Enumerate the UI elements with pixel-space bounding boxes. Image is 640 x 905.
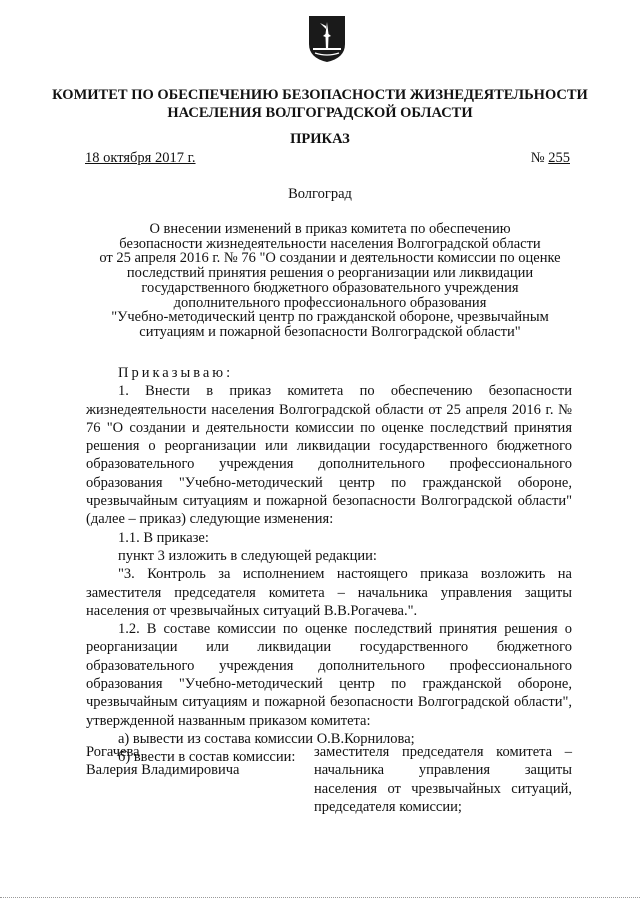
paragraph-1-2: 1.2. В составе комиссии по оценке последствий принятия решения о реорганизации или ликвидации государственного бюджетного образовательного учреждения дополнительного профессионального образования "Учебно-методический центр по гражданской обороне, чрезвычайным ситуациям и пожарной безопасности Волгоградской области", утвержденной названным приказом комитета: <box>86 621 572 729</box>
committee-header <box>40 86 600 122</box>
paragraph-1-2-b: б) ввести в состав комиссии: <box>118 749 296 766</box>
paragraph-1-1-b: "3. Контроль за исполнением настоящего приказа возложить на заместителя председателя комитета – начальника управления защиты населения от чрезвычайных ситуаций В.В.Рогачева.". <box>86 566 572 619</box>
subject-line: безопасности жизнедеятельности населения Волгоградской области <box>119 235 541 252</box>
order-date: 18 октября 2017 г. <box>85 150 196 166</box>
order-city: Волгоград <box>288 186 352 202</box>
order-number <box>531 150 570 167</box>
subject-line: дополнительного профессионального образования <box>173 294 487 311</box>
member-position: заместителя председателя комитета – начальника управления защиты населения от чрезвычайных ситуаций, председателя комиссии; <box>314 744 572 815</box>
paragraph-1-1: 1.1. В приказе: <box>118 529 209 546</box>
subject-line: "Учебно-методический центр по гражданской обороне, чрезвычайным <box>111 309 549 326</box>
order-body <box>86 364 572 767</box>
order-number-value: 255 <box>548 150 570 166</box>
subject-line: О внесении изменений в приказ комитета по обеспечению <box>149 221 511 237</box>
committee-header-line-2: НАСЕЛЕНИЯ ВОЛГОГРАДСКОЙ ОБЛАСТИ <box>167 105 473 121</box>
paragraph-1-2-a: а) вывести из состава комиссии О.В.Корнилова; <box>118 730 415 747</box>
order-number-prefix: № <box>530 150 549 166</box>
member-name <box>86 743 286 780</box>
page-bottom-border <box>0 897 640 899</box>
subject-line: от 25 апреля 2016 г. № 76 "О создании и деятельности комиссии по оценке <box>99 250 561 267</box>
member-surname: Рогачева <box>86 744 140 760</box>
coat-of-arms-icon <box>307 14 347 64</box>
subject-line: последствий принятия решения о реорганизации или ликвидации <box>126 265 534 282</box>
document-title: ПРИКАЗ <box>290 131 350 147</box>
member-given-names: Валерия Владимировича <box>86 762 240 779</box>
subject-line: ситуациям и пожарной безопасности Волгоградской области" <box>139 323 521 340</box>
subject-line: государственного бюджетного образовательного учреждения <box>141 279 519 296</box>
order-subject <box>70 222 590 340</box>
paragraph-1: 1. Внести в приказ комитета по обеспечению безопасности жизнедеятельности населения Волгоградской области от 25 апреля 2016 г. № 76 "О создании и деятельности комиссии по оценке последствий принятия решения о реорганизации или ликвидации государственного бюджетного образовательного учреждения дополнительного профессионального образования "Учебно-методический центр по гражданской обороне, чрезвычайным ситуациям и пожарной безопасности Волгоградской области" (далее – приказ) следующие изменения: <box>86 383 572 528</box>
order-directive: Приказываю: <box>118 365 234 381</box>
paragraph-1-1-a: пункт 3 изложить в следующей редакции: <box>118 547 377 564</box>
committee-header-line-1: КОМИТЕТ ПО ОБЕСПЕЧЕНИЮ БЕЗОПАСНОСТИ ЖИЗНЕДЕЯТЕЛЬНОСТИ <box>52 87 588 103</box>
